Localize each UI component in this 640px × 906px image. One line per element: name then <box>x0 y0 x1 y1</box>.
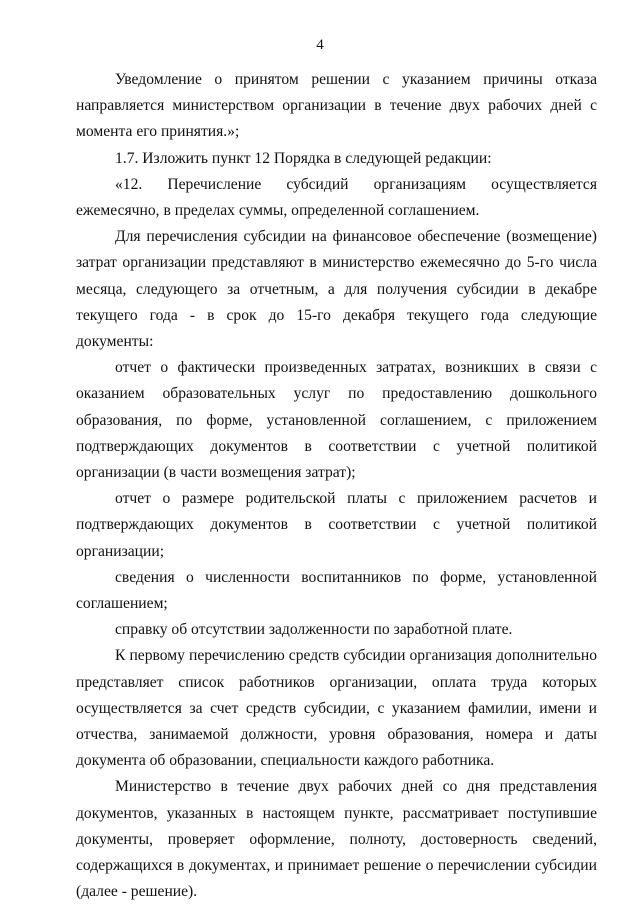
paragraph-costs-report: отчет о фактически произведенных затратах, возникших в связи с оказанием образовательных услуг по предоставлению дошкольного образования, по форме, установленной соглашением, с приложением подтверждающих документов в соответствии с учетной политикой организации (в части возмещения затрат); <box>76 359 597 482</box>
paragraph-employees-list: К первому перечислению средств субсидии организация дополнительно представляет список работников организации, оплата труда которых осуществляется за счет средств субсидии, с указанием фамилии, имени и отчества, занимаемой должности, уровня образования, номера и даты документа об образовании, специальности каждого работника. <box>76 647 597 770</box>
paragraph-item-12: «12. Перечисление субсидий организациям осуществляется ежемесячно, в пределах суммы, определенной соглашением. <box>76 175 597 220</box>
paragraph-item-1-7: 1.7. Изложить пункт 12 Порядка в следующей редакции: <box>115 149 492 167</box>
paragraph-ministry-review: Министерство в течение двух рабочих дней со дня представления документов, указанных в настоящем пункте, рассматривает поступившие документы, проверяет оформление, полноту, достоверность сведений, содержащихся в документах, и принимает решение о перечислении субсидии (далее - решение). <box>76 778 597 901</box>
paragraph-pupils-count: сведения о численности воспитанников по форме, установленной соглашением; <box>76 568 597 613</box>
page-number: 4 <box>316 37 324 53</box>
paragraph-notification: Уведомление о принятом решении с указанием причины отказа направляется министерством организации в течение двух рабочих дней с момента его принятия.»; <box>76 71 597 141</box>
paragraph-documents-list-intro: Для перечисления субсидии на финансовое обеспечение (возмещение) затрат организации представляют в министерство ежемесячно до 5-го числа месяца, следующего за отчетным, а для получения субсидии в декабре текущего года - в срок до 15-го декабря текущего года следующие документы: <box>76 228 597 351</box>
paragraph-no-debt-certificate: справку об отсутствии задолженности по заработной плате. <box>115 621 513 639</box>
document-body <box>76 67 597 906</box>
paragraph-parental-fee-report: отчет о размере родительской платы с приложением расчетов и подтверждающих документов в соответствии с учетной политикой организации; <box>76 490 597 560</box>
